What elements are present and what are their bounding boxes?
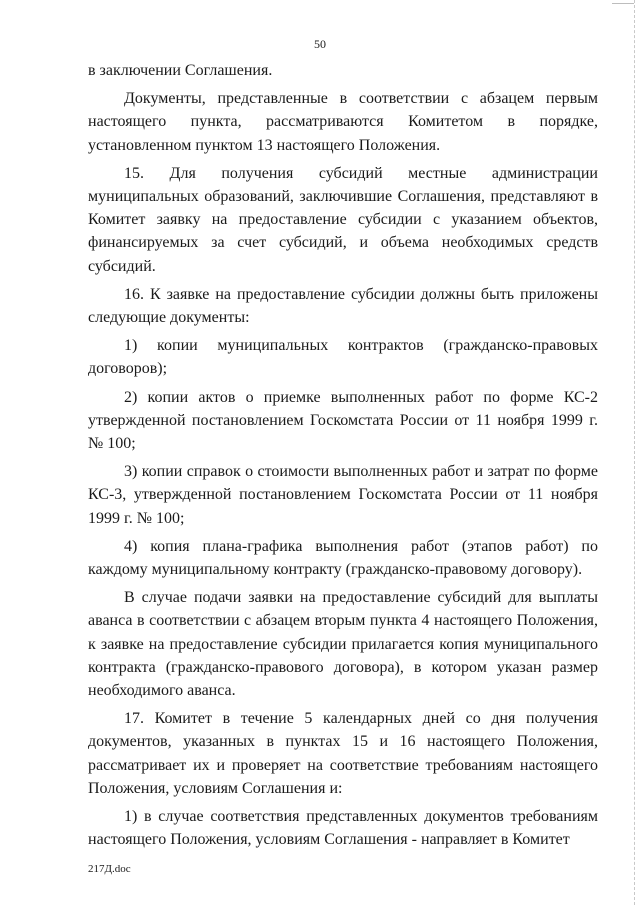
footer-filename: 217Д.doc — [88, 863, 131, 875]
list-item-4: 4) копия плана-графика выполнения работ (этапов работ) по каждому муниципальному контракту (гражданско-правовому договору). — [88, 537, 598, 579]
list-item-2: 2) копии актов о приемке выполненных работ по форме КС-2 утвержденной постановлением Госкомстата России от 11 ноября 1999 г. № 100; — [88, 388, 598, 453]
paragraph-item-15: 15. Для получения субсидий местные администрации муниципальных образований, заключившие Соглашения, представляют в Комитет заявку на предоставление субсидии с указанием объектов, финансируемых за счет субсидий, и объема необходимых средств субсидий. — [88, 164, 598, 275]
paragraph-advance-payment: В случае подачи заявки на предоставление субсидий для выплаты аванса в соответствии с абзацем вторым пункта 4 настоящего Положения, к заявке на предоставление субсидии прилагается копия муниципального контракта (гражданско-правового договора), в котором указан размер необходимого аванса. — [88, 589, 598, 700]
scan-edge-right — [634, 0, 635, 905]
list-item-1: 1) копии муниципальных контрактов (гражданско-правовых договоров); — [88, 337, 598, 378]
list-item-3: 3) копии справок о стоимости выполненных работ и затрат по форме КС-3, утвержденной постановлением Госкомстата России от 11 ноября 1999 г. № 100; — [88, 463, 598, 527]
paragraph-documents-review: Документы, представленные в соответствии с абзацем первым настоящего пункта, рассматриваются Комитетом в порядке, установленном пунктом 13 настоящего Положения. — [88, 90, 598, 154]
document-body — [88, 59, 598, 852]
paragraph-item-16: 16. К заявке на предоставление субсидии должны быть приложены следующие документы: — [88, 285, 598, 327]
page-number: 50 — [314, 37, 326, 51]
paragraph-item-17: 17. Комитет в течение 5 календарных дней со дня получения документов, указанных в пунктах 15 и 16 настоящего Положения, рассматривает их и проверяет на соответствие требованиям настоящего Положения, условиям Соглашения и: — [88, 710, 598, 797]
scan-edge-top — [612, 3, 634, 4]
paragraph-continuation: в заключении Соглашения. — [88, 62, 273, 79]
list-item-17-1: 1) в случае соответствия представленных документов требованиям настоящего Положения, условиям Соглашения - направляет в Комитет — [88, 808, 598, 849]
